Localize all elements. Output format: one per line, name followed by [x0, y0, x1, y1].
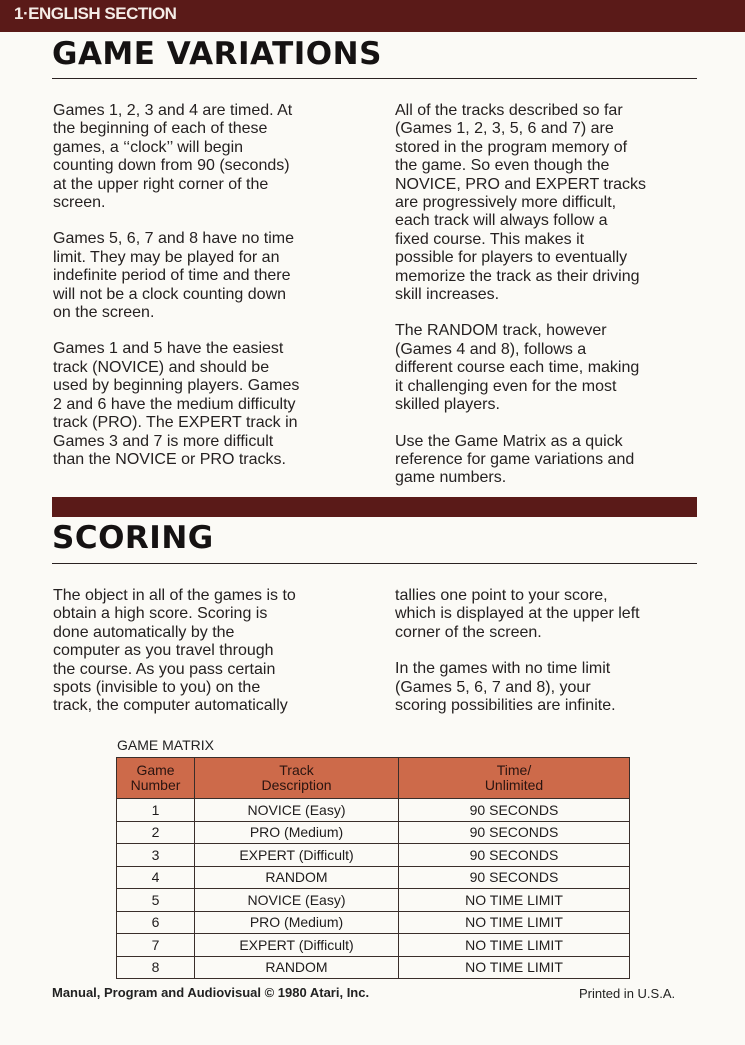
section-divider-band	[52, 497, 697, 517]
cell-track-description: PRO (Medium)	[195, 821, 399, 844]
cell-track-description: EXPERT (Difficult)	[195, 934, 399, 957]
text-line: skilled players.	[395, 396, 500, 414]
cell-game-number: 8	[117, 956, 195, 979]
text-line: In the games with no time limit	[395, 660, 611, 678]
cell-time: 90 SECONDS	[399, 866, 630, 889]
game-variations-left-column	[53, 102, 373, 469]
text-line: are progressively more difficult,	[395, 194, 617, 212]
cell-track-description: RANDOM	[195, 956, 399, 979]
cell-track-description: NOVICE (Easy)	[195, 889, 399, 912]
table-row	[117, 844, 630, 867]
table-row	[117, 889, 630, 912]
header-track-description: Track Description	[195, 758, 399, 799]
text-line: tallies one point to your score,	[395, 587, 608, 604]
text-line: the course. As you pass certain	[53, 660, 276, 678]
text-line: different course each time, making	[395, 359, 640, 377]
paragraph	[53, 102, 373, 212]
printed-note: Printed in U.S.A.	[579, 986, 676, 1001]
game-matrix-body	[117, 799, 630, 979]
cell-game-number: 2	[117, 821, 195, 844]
scoring-left-column	[53, 587, 373, 716]
table-header-row	[117, 758, 630, 799]
cell-game-number: 3	[117, 844, 195, 867]
game-variations-title: GAME VARIATIONS	[52, 36, 382, 72]
text-line: at the upper right corner of the	[53, 175, 269, 193]
cell-time: 90 SECONDS	[399, 821, 630, 844]
text-line: spots (invisible to you) on the	[53, 679, 261, 697]
text-line: The object in all of the games is to	[53, 587, 296, 604]
table-row	[117, 934, 630, 957]
cell-time: 90 SECONDS	[399, 844, 630, 867]
text-line: Games 1, 2, 3 and 4 are timed. At	[53, 102, 293, 119]
header-time-unlimited: Time/ Unlimited	[399, 758, 630, 799]
game-matrix-table	[116, 757, 630, 979]
paragraph	[395, 660, 705, 715]
text-line: reference for game variations and	[395, 450, 635, 468]
text-line: than the NOVICE or PRO tracks.	[53, 450, 286, 468]
text-line: (Games 4 and 8), follows a	[395, 340, 587, 358]
paragraph	[53, 230, 373, 322]
cell-time: NO TIME LIMIT	[399, 889, 630, 912]
cell-game-number: 5	[117, 889, 195, 912]
table-row	[117, 821, 630, 844]
title-rule	[52, 563, 697, 564]
text-line: Use the Game Matrix as a quick	[395, 432, 623, 450]
text-line: track, the computer automatically	[53, 697, 288, 715]
paragraph	[53, 587, 373, 716]
text-line: games, a ‘‘clock’’ will begin	[53, 138, 244, 156]
text-line: corner of the screen.	[395, 623, 542, 641]
text-line: 2 and 6 have the medium difficulty	[53, 395, 296, 413]
section-label: 1·ENGLISH SECTION	[14, 4, 177, 23]
text-line: on the screen.	[53, 304, 155, 322]
text-line: The RANDOM track, however	[395, 322, 607, 340]
text-line: NOVICE, PRO and EXPERT tracks	[395, 175, 647, 193]
cell-time: NO TIME LIMIT	[399, 934, 630, 957]
cell-time: NO TIME LIMIT	[399, 956, 630, 979]
text-line: scoring possibilities are infinite.	[395, 697, 616, 715]
text-line: (Games 1, 2, 3, 5, 6 and 7) are	[395, 120, 614, 138]
text-line: track (NOVICE) and should be	[53, 358, 270, 376]
cell-game-number: 1	[117, 799, 195, 822]
paragraph	[395, 322, 705, 414]
text-line: memorize the track as their driving	[395, 267, 640, 285]
table-row	[117, 866, 630, 889]
section-header-band	[0, 0, 745, 32]
paragraph	[53, 340, 373, 469]
text-line: possible for players to eventually	[395, 249, 628, 267]
scoring-title: SCORING	[52, 520, 214, 556]
text-line: Games 5, 6, 7 and 8 have no time	[53, 230, 295, 248]
scoring-right-column	[395, 587, 705, 715]
cell-game-number: 4	[117, 866, 195, 889]
cell-time: 90 SECONDS	[399, 799, 630, 822]
text-line: skill increases.	[395, 286, 500, 304]
text-line: counting down from 90 (seconds)	[53, 157, 290, 175]
cell-track-description: RANDOM	[195, 866, 399, 889]
cell-track-description: EXPERT (Difficult)	[195, 844, 399, 867]
cell-game-number: 7	[117, 934, 195, 957]
text-line: the game. So even though the	[395, 157, 610, 175]
text-line: game numbers.	[395, 469, 507, 487]
table-row	[117, 799, 630, 822]
text-line: Games 3 and 7 is more difficult	[53, 432, 274, 450]
cell-time: NO TIME LIMIT	[399, 911, 630, 934]
text-line: stored in the program memory of	[395, 138, 628, 156]
cell-track-description: PRO (Medium)	[195, 911, 399, 934]
header-game-number: Game Number	[117, 758, 195, 799]
cell-game-number: 6	[117, 911, 195, 934]
text-line: each track will always follow a	[395, 212, 608, 230]
table-row	[117, 956, 630, 979]
text-line: obtain a high score. Scoring is	[53, 605, 268, 623]
text-line: All of the tracks described so far	[395, 102, 623, 119]
title-rule	[52, 78, 697, 79]
paragraph	[395, 587, 705, 642]
game-matrix-title: GAME MATRIX	[117, 737, 214, 753]
text-line: it challenging even for the most	[395, 377, 617, 395]
text-line: the beginning of each of these	[53, 120, 268, 138]
text-line: Games 1 and 5 have the easiest	[53, 340, 284, 358]
text-line: (Games 5, 6, 7 and 8), your	[395, 678, 591, 696]
cell-track-description: NOVICE (Easy)	[195, 799, 399, 822]
paragraph	[395, 102, 705, 304]
text-line: which is displayed at the upper left	[395, 605, 640, 623]
game-variations-right-column	[395, 102, 705, 488]
text-line: computer as you travel through	[53, 642, 274, 660]
copyright-note: Manual, Program and Audiovisual © 1980 Atari, Inc.	[52, 985, 370, 1000]
text-line: will not be a clock counting down	[53, 285, 287, 303]
text-line: indefinite period of time and there	[53, 267, 291, 285]
text-line: track (PRO). The EXPERT track in	[53, 414, 298, 432]
text-line: used by beginning players. Games	[53, 377, 300, 395]
text-line: fixed course. This makes it	[395, 230, 585, 248]
text-line: done automatically by the	[53, 623, 235, 641]
text-line: screen.	[53, 194, 106, 212]
paragraph	[395, 433, 705, 488]
text-line: limit. They may be played for an	[53, 248, 280, 266]
table-row	[117, 911, 630, 934]
